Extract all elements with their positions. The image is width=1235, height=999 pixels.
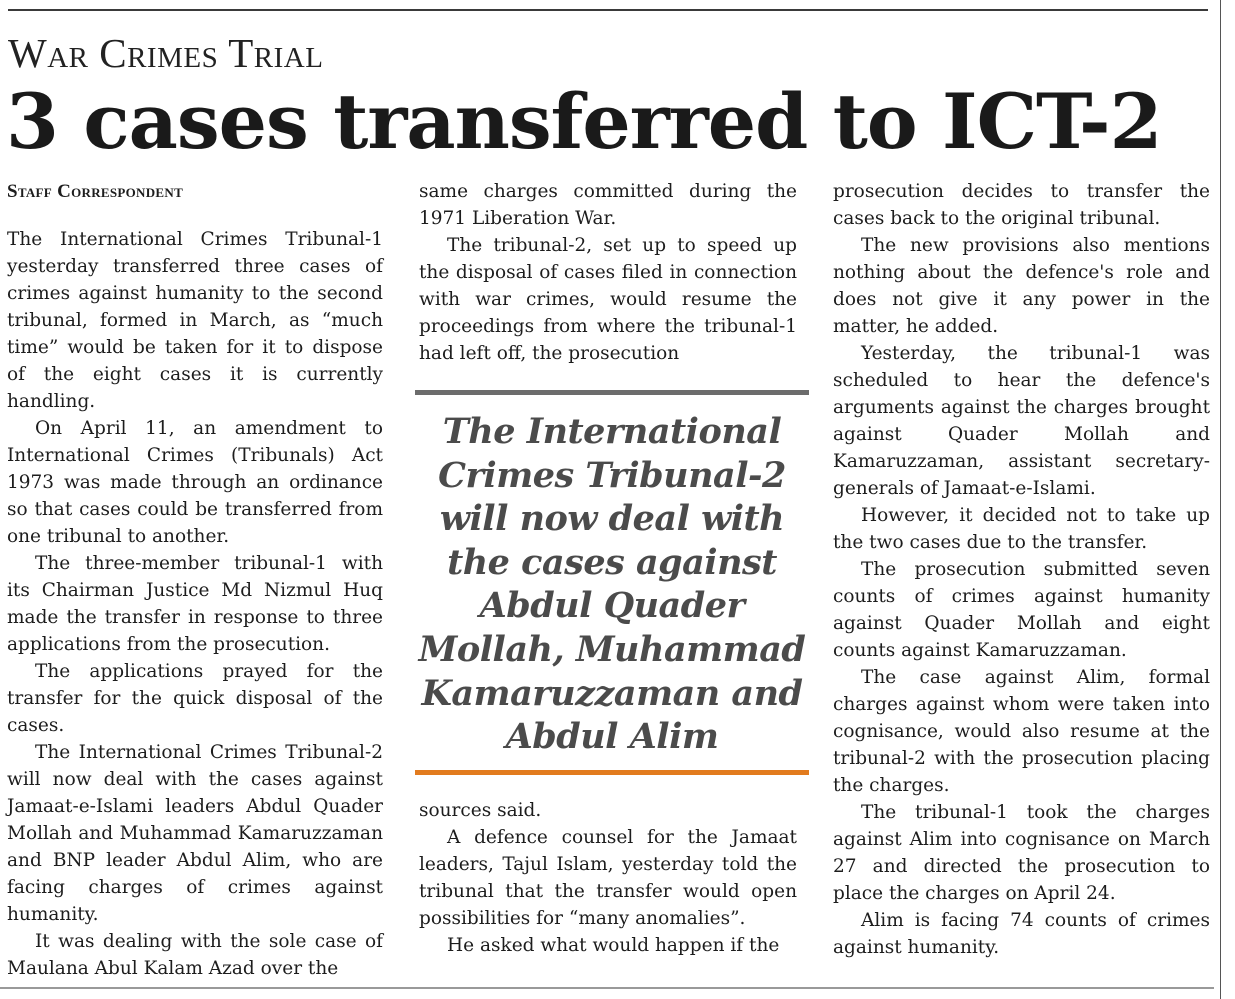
paragraph: The International Crimes Tribunal-2 will now deal with the cases against Jamaat-e-Islami leaders Abdul Quader Mollah and Muhammad Kamaruzzaman and BNP leader Abdul Alim, who are facing charges of crimes against humanity. — [7, 742, 383, 925]
paragraph: Alim is facing 74 counts of crimes against humanity. — [833, 910, 1210, 958]
pullquote-bottom-rule — [415, 770, 809, 775]
paragraph: A defence counsel for the Jamaat leaders, Tajul Islam, yesterday told the tribunal that the transfer would open possibilities for “many anomalies”. — [419, 827, 797, 929]
paragraph: However, it decided not to take up the two cases due to the transfer. — [833, 505, 1210, 553]
article-column-1 — [7, 178, 383, 982]
bottom-rule — [0, 987, 1214, 989]
headline: 3 cases transferred to ICT-2 — [6, 77, 1162, 166]
article-column-3 — [833, 178, 1210, 961]
paragraph: The tribunal-1 took the charges against Alim into cognisance on March 27 and directed the prosecution to place the charges on April 24. — [833, 802, 1210, 904]
paragraph: The three-member tribunal-1 with its Chairman Justice Md Nizmul Huq made the transfer in response to three applications from the prosecution. — [7, 553, 383, 655]
paragraph: The new provisions also mentions nothing about the defence's role and does not give it any power in the matter, he added. — [833, 235, 1210, 337]
pullquote-top-rule — [415, 390, 809, 395]
paragraph: He asked what would happen if the — [447, 935, 780, 956]
paragraph: On April 11, an amendment to International Crimes (Tribunals) Act 1973 was made through an ordinance so that cases could be transferred from one tribunal to another. — [7, 418, 383, 547]
paragraph: The prosecution submitted seven counts of crimes against humanity against Quader Mollah and eight counts against Kamaruzzaman. — [833, 559, 1210, 661]
paragraph: same charges committed during the 1971 Liberation War. — [419, 181, 797, 229]
article-column-2-top — [419, 178, 797, 367]
paragraph: Yesterday, the tribunal-1 was scheduled to hear the defence's arguments against the charges brought against Quader Mollah and Kamaruzzaman, assistant secretary-generals of Jamaat-e-Islami. — [833, 343, 1210, 499]
paragraph: It was dealing with the sole case of Maulana Abul Kalam Azad over the — [7, 931, 383, 979]
byline: Staff Correspondent — [7, 181, 184, 202]
column-rule-right — [1220, 0, 1221, 999]
article-column-2-bottom — [419, 797, 797, 959]
paragraph: The International Crimes Tribunal-1 yesterday transferred three cases of crimes against humanity to the second tribunal, formed in March, as “much time” would be taken for it to dispose of the eight cases it is currently handling. — [7, 229, 383, 412]
paragraph: sources said. — [419, 800, 542, 821]
paragraph: The case against Alim, formal charges against whom were taken into cognisance, would also resume at the tribunal-2 with the prosecution placing the charges. — [833, 667, 1210, 796]
paragraph: prosecution decides to transfer the cases back to the original tribunal. — [833, 181, 1210, 229]
pullquote: The International Crimes Tribunal-2 will now deal with the cases against Abdul Quader Mollah, Muhammad Kamaruzzaman and Abdul Alim — [418, 411, 806, 758]
paragraph: The tribunal-2, set up to speed up the disposal of cases filed in connection with war crimes, would resume the proceedings from where the tribunal-1 had left off, the prosecution — [419, 235, 797, 364]
paragraph: The applications prayed for the transfer for the quick disposal of the cases. — [7, 661, 383, 736]
kicker: War Crimes Trial — [8, 30, 324, 76]
top-rule — [8, 9, 1208, 11]
